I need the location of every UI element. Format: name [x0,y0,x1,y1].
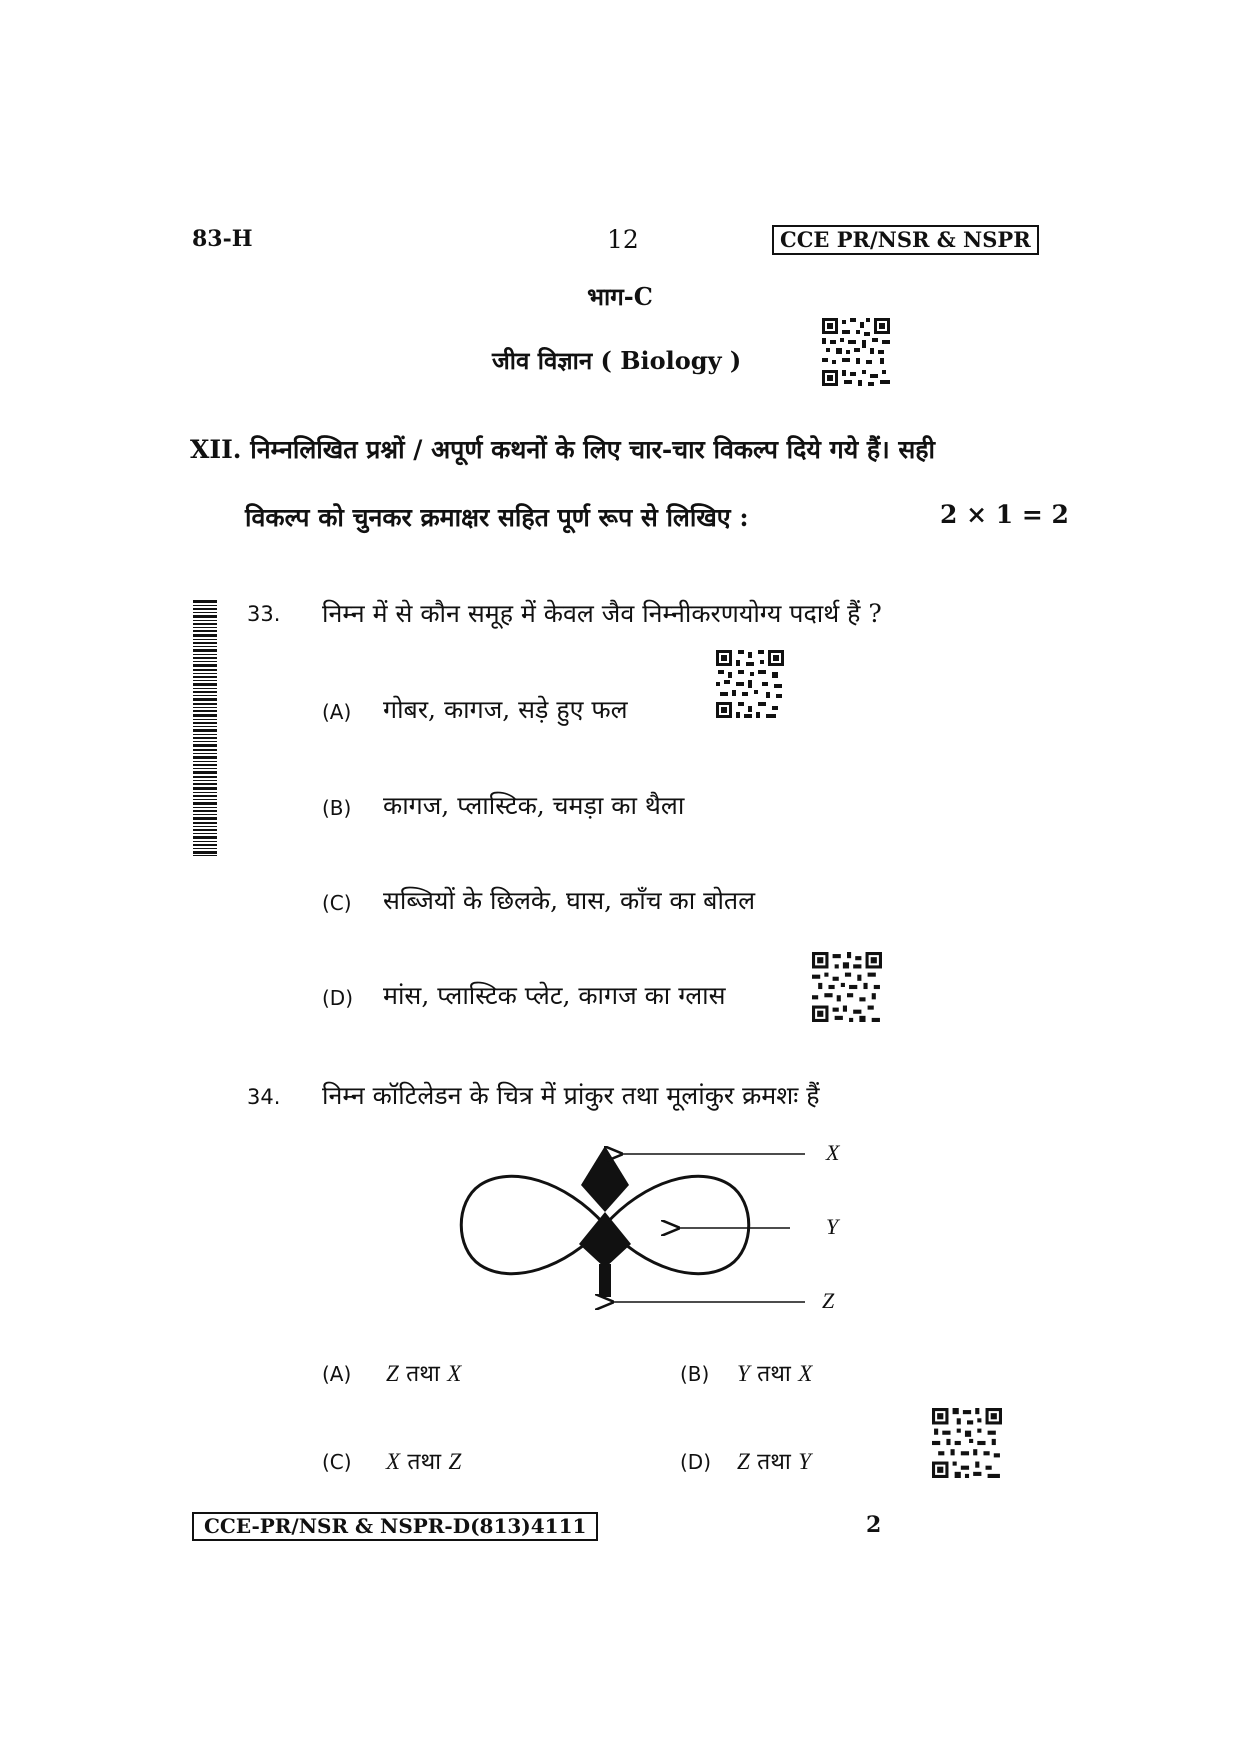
embryo-axis [579,1212,631,1268]
option-joiner: तथा [400,1449,449,1475]
diagram-label-x: X [826,1140,840,1165]
question-text: निम्न कॉटिलेडन के चित्र में प्रांकुर तथा मूलांकुर क्रमशः हैं [322,1081,820,1110]
question-text: निम्न में से कौन समूह में केवल जैव निम्नीकरणयोग्य पदार्थ हैं ? [322,599,882,628]
option-text: कागज, प्लास्टिक, चमड़ा का थैला [383,791,685,820]
option-label: (C) [322,1450,352,1474]
option-text [386,1356,461,1388]
option-second: X [798,1361,813,1386]
option-text [737,1356,812,1388]
option-text: गोबर, कागज, सड़े हुए फल [383,695,628,724]
series-code: CCE PR/NSR & NSPR [772,225,1039,255]
footer-code: CCE-PR/NSR & NSPR-D(813)4111 [192,1512,598,1541]
section-title: भाग-C [587,282,653,311]
option-label: (B) [680,1362,710,1386]
diagram-label-z: Z [822,1288,835,1313]
radicle [599,1264,611,1297]
option-text: मांस, प्लास्टिक प्लेट, कागज का ग्लास [383,981,726,1010]
diagram-label-y: Y [826,1214,839,1239]
option-label: (A) [322,1362,352,1386]
option-second: Y [798,1449,811,1474]
option-second: Z [448,1449,462,1474]
option-label: (D) [322,986,354,1010]
option-label: (D) [680,1450,712,1474]
instruction-marks: 2 × 1 = 2 [940,500,1069,529]
option-text [737,1444,811,1476]
instruction-number: XII. [190,435,242,464]
qr-code-icon [822,318,890,386]
instruction-line-2: विकल्प को चुनकर क्रमाक्षर सहित पूर्ण रूप से लिखिए : [245,503,749,532]
footer-sheet-number: 2 [866,1512,882,1538]
option-label: (A) [322,700,352,724]
cotyledon-diagram [455,1140,875,1310]
page-number: 12 [607,225,639,254]
option-joiner: तथा [749,1449,799,1475]
instruction-line-1 [190,432,1060,466]
option-text [386,1444,461,1476]
option-joiner: तथा [398,1361,448,1387]
paper-code: 83-H [192,226,253,252]
subject-title: जीव विज्ञान ( Biology ) [492,346,742,375]
left-cotyledon [461,1176,605,1273]
option-first: Z [737,1449,750,1474]
option-second: X [447,1361,462,1386]
option-label: (C) [322,891,352,915]
option-joiner: तथा [749,1361,799,1387]
option-text: सब्जियों के छिलके, घास, काँच का बोतल [383,886,756,915]
instruction-text-1: निम्नलिखित प्रश्नों / अपूर्ण कथनों के लिए चार-चार विकल्प दिये गये हैं। सही [250,435,936,464]
qr-code-icon [932,1408,1002,1478]
qr-code-icon [716,650,784,718]
qr-code-icon [812,952,882,1022]
option-first: Y [737,1361,750,1386]
barcode-icon [193,600,217,856]
right-cotyledon [605,1176,749,1273]
plumule [581,1146,629,1212]
option-first: X [386,1449,401,1474]
question-number: 33. [247,602,281,626]
option-first: Z [386,1361,399,1386]
question-number: 34. [247,1085,281,1109]
option-label: (B) [322,796,352,820]
